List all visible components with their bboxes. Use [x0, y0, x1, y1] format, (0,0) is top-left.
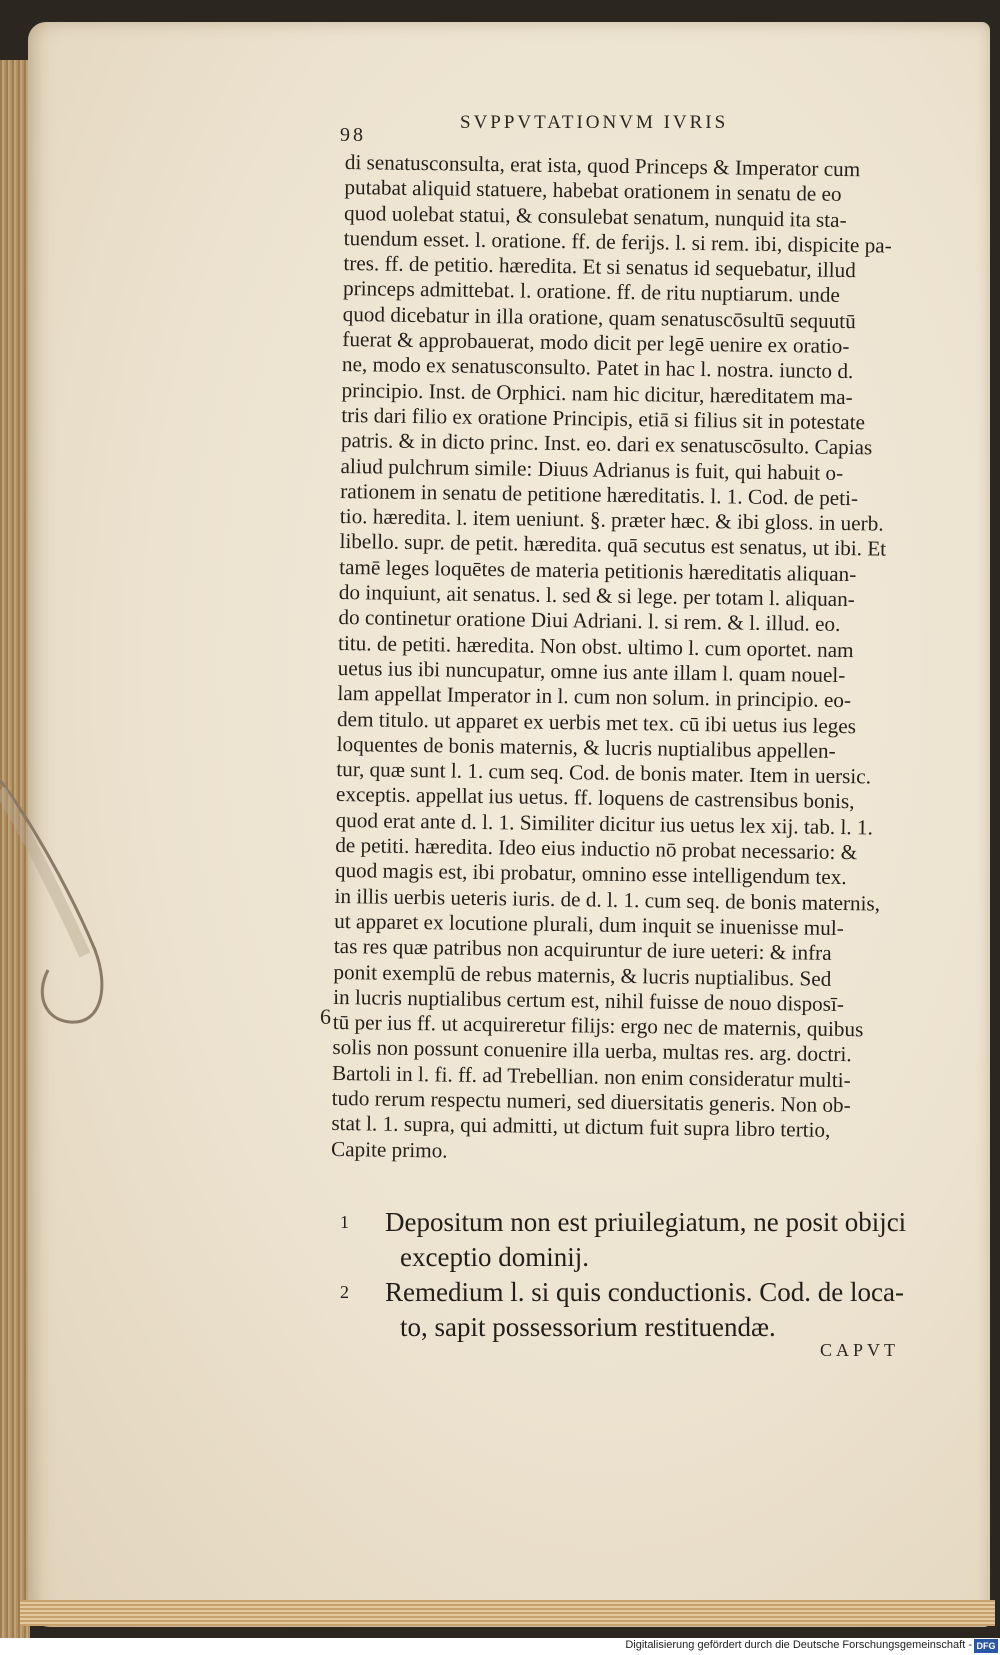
text-line: quod dicebatur in illa oratione, quam senatuscōsultū sequutū — [342, 301, 856, 333]
text-line: tuendum esset. l. oratione. ff. de ferijs. l. si rem. ibi, dispicite pa- — [343, 225, 892, 258]
margin-note: 6 — [320, 1004, 331, 1029]
text-line: fuerat & approbauerat, modo dicit per legē uenire ex oratio- — [342, 327, 850, 359]
text-line: quod uolebat statui, & consulebat senatum, nunquid ita sta- — [343, 200, 847, 232]
text-line: uetus ius ibi nuncupatur, omne ius ante illam l. quam nouel- — [337, 655, 846, 687]
text-line: do inquiunt, ait senatus. l. sed & si lege. per totam l. aliquan- — [338, 580, 856, 612]
summary-text-continued: exceptio dominij. — [400, 1242, 589, 1272]
chapter-summary — [340, 1205, 940, 1345]
text-line: dem titulo. ut apparet ex uerbis met tex. cū ibi uetus ius leges — [336, 706, 857, 738]
summary-item-1 — [340, 1205, 940, 1275]
summary-text: Depositum non est priuilegiatum, ne posit obijci — [385, 1207, 907, 1237]
text-line: tudo rerum respectu numeri, sed diuersitatis generis. Non ob- — [331, 1085, 851, 1118]
dfg-logo-icon: DFG — [974, 1639, 998, 1653]
page-edges-bottom — [20, 1600, 995, 1626]
text-line: lam appellat Imperator in l. cum non solum. in principio. eo- — [337, 681, 852, 713]
text-line: rationem in senatu de petitione hæreditatis. l. 1. Cod. de peti- — [340, 478, 859, 511]
main-text-block — [331, 150, 935, 1170]
text-line: in lucris nuptialibus certum est, nihil fuisse de nouo disposī- — [333, 984, 845, 1016]
page-edges-left — [0, 60, 30, 1640]
running-head: SVPPVTATIONVM IVRIS — [460, 112, 729, 133]
text-line: putabat aliquid statuere, habebat orationem in senatu de eo — [344, 175, 842, 207]
summary-text: Remedium l. si quis conductionis. Cod. de loca- — [385, 1277, 904, 1307]
text-line: exceptis. appellat ius uetus. ff. loquens de castrensibus bonis, — [335, 782, 855, 814]
text-line: tamē leges loquētes de materia petitionis hæreditatis aliquan- — [339, 554, 857, 586]
summary-item-2 — [340, 1275, 940, 1345]
text-line: tio. hæredita. l. item ueniunt. §. præter hæc. & ibi gloss. in uerb. — [339, 504, 884, 536]
summary-number: 2 — [340, 1282, 349, 1302]
page-header — [340, 108, 900, 146]
text-line: patris. & in dicto princ. Inst. eo. dari ex senatuscōsulto. Capias — [340, 428, 873, 460]
text-line: de petiti. hæredita. Ideo eius inductio nō probat necessario: & — [335, 832, 858, 865]
text-line: quod magis est, ibi probatur, omnino esse intelligendum tex. — [334, 858, 847, 890]
text-line: Capite primo. — [330, 1136, 448, 1163]
text-line: ponit exemplū de rebus maternis, & lucris nuptialibus. Sed — [333, 959, 832, 991]
text-line: Bartoli in l. fi. ff. ad Trebellian. non enim consideratur multi- — [331, 1060, 851, 1092]
summary-text-continued: to, sapit possessorium restituendæ. — [400, 1312, 776, 1342]
text-line: aliud pulchrum simile: Diuus Adrianus is fuit, qui habuit o- — [340, 453, 844, 485]
digitization-footer — [0, 1638, 1000, 1655]
text-line: tris dari filio ex oratione Principis, etiā si filius sit in potestate — [341, 402, 866, 435]
text-line: stat l. 1. supra, qui admitti, ut dictum fuit supra libro tertio, — [331, 1111, 831, 1143]
funding-notice: Digitalisierung gefördert durch die Deutsche Forschungsgemeinschaft - — [625, 1639, 972, 1651]
text-line: libello. supr. de petit. hæredita. quā secutus est senatus, ut ibi. Et — [339, 529, 887, 562]
text-line: quod erat ante d. l. 1. Similiter dicitur ius uetus lex xij. tab. l. 1. — [335, 807, 874, 840]
text-line: titu. de petiti. hæredita. Non obst. ultimo l. cum oportet. nam — [337, 630, 854, 662]
text-line: tres. ff. de petitio. hæredita. Et si senatus id sequebatur, illud — [343, 251, 856, 283]
text-line: loquentes de bonis maternis, & lucris nuptialibus appellen- — [336, 731, 836, 763]
text-line: tur, quæ sunt l. 1. cum seq. Cod. de bonis mater. Item in uersic. — [336, 757, 872, 789]
text-line: do continetur oratione Diui Adriani. l. si rem. & l. illud. eo. — [338, 605, 841, 637]
text-line: di senatusconsulta, erat ista, quod Princeps & Imperator cum — [344, 150, 861, 182]
page-number: 98 — [340, 124, 366, 146]
text-line: solis non possunt conuenire illa uerba, multas res. arg. doctri. — [332, 1035, 852, 1067]
text-line: tū per ius ff. ut acquireretur filijs: ergo nec de maternis, quibus — [332, 1010, 864, 1042]
text-line: principio. Inst. de Orphici. nam hic dicitur, hæreditatem ma- — [341, 377, 853, 409]
summary-number: 1 — [340, 1212, 349, 1232]
text-line: in illis uerbis ueteris iuris. de d. l. 1. cum seq. de bonis maternis, — [334, 883, 881, 916]
catchword: CAPVT — [820, 1340, 900, 1360]
text-line: tas res quæ patribus non acquiruntur de iure ueteri: & infra — [333, 934, 832, 966]
text-line: ne, modo ex senatusconsulto. Patet in hac l. nostra. iuncto d. — [341, 352, 854, 384]
text-line: princeps admittebat. l. oratione. ff. de ritu nuptiarum. unde — [342, 276, 840, 308]
text-line: ut apparet ex locutione plurali, dum inquit se inuenisse mul- — [334, 908, 844, 940]
